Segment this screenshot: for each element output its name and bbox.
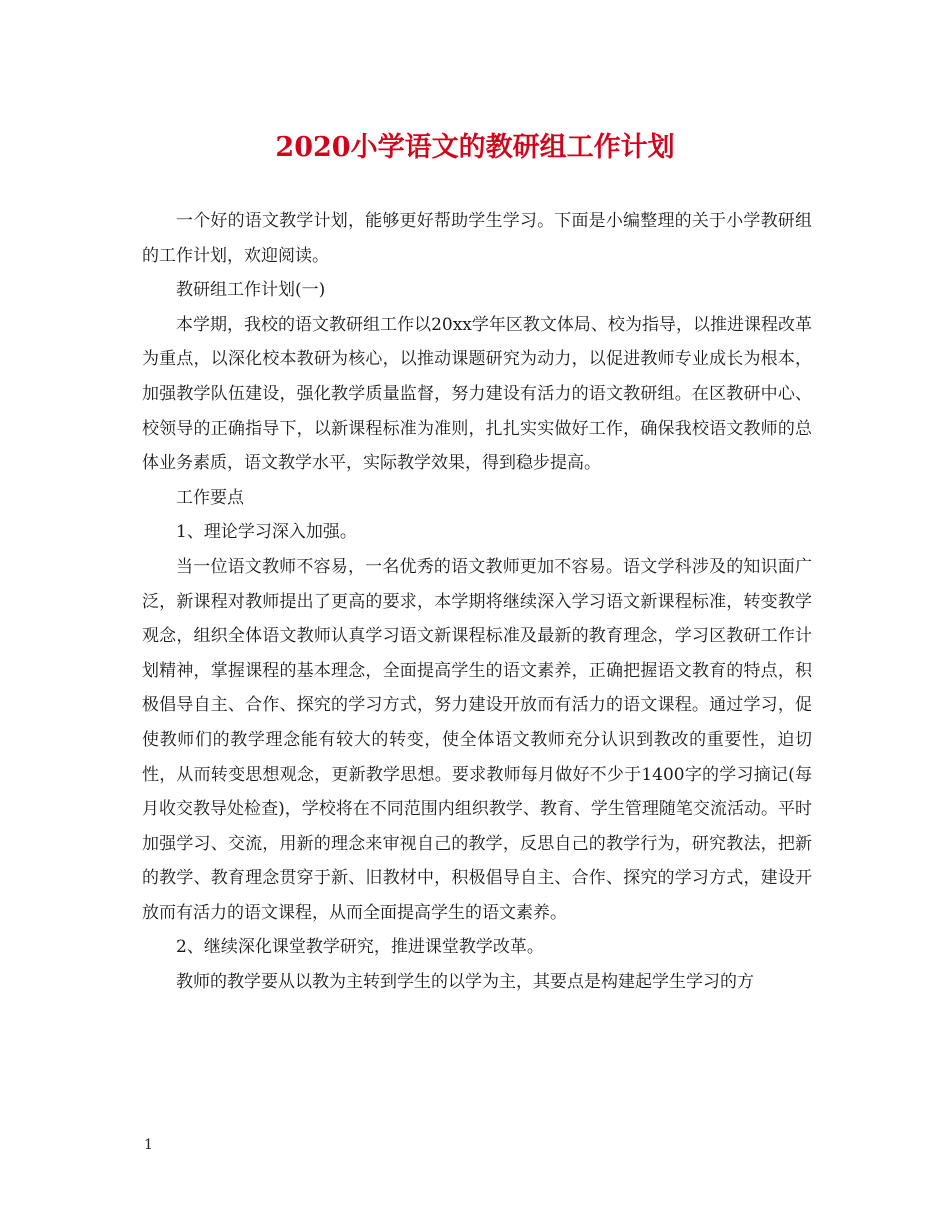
paragraph-theory-study: 当一位语文教师不容易，一名优秀的语文教师更加不容易。语文学科涉及的知识面广泛，新课程对教师提出了更高的要求，本学期将继续深入学习语文新课程标准，转变教学观念，组织全体语文教师认真学习语文新课程标准及最新的教育理念，学习区教研工作计划精神，掌握课程的基本理念，全面提高学生的语文素养，正确把握语文教育的特点，积极倡导自主、合作、探究的学习方式，努力建设开放而有活力的语文课程。通过学习，促使教师们的教学理念能有较大的转变，使全体语文教师充分认识到教改的重要性，迫切性，从而转变思想观念，更新教学思想。要求教师每月做好不少于1400字的学习摘记(每月收交教导处检查)，学校将在不同范围内组织教学、教育、学生管理随笔交流活动。平时加强学习、交流，用新的理念来审视自己的教学，反思自己的教学行为，研究教法，把新的教学、教育理念贯穿于新、旧教材中，积极倡导自主、合作、探究的学习方式，建设开放而有活力的语文课程，从而全面提高学生的语文素养。 [142, 556, 812, 923]
point-heading-1: 1、理论学习深入加强。 [176, 522, 357, 543]
page-number: 1 [144, 1137, 153, 1153]
point-heading-2: 2、继续深化课堂教学研究，推进课堂教学改革。 [176, 937, 544, 958]
section-heading-work-points: 工作要点 [176, 487, 244, 508]
section-heading-plan-one: 教研组工作计划(一) [176, 280, 326, 301]
paragraph-intro: 一个好的语文教学计划，能够更好帮助学生学习。下面是小编整理的关于小学教研组的工作计划，欢迎阅读。 [142, 211, 812, 266]
document-title: 2020小学语文的教研组工作计划 [275, 132, 675, 163]
paragraph-classroom-teaching: 教师的教学要从以教为主转到学生的以学为主，其要点是构建起学生学习的方 [176, 972, 754, 993]
document-body [142, 204, 812, 1000]
paragraph-overview: 本学期，我校的语文教研组工作以20xx学年区教文体局、校为指导，以推进课程改革为重点，以深化校本教研为核心，以推动课题研究为动力，以促进教师专业成长为根本，加强教学队伍建设，强化教学质量监督，努力建设有活力的语文教研组。在区教研中心、校领导的正确指导下，以新课程标准为准则，扎扎实实做好工作，确保我校语文教师的总体业务素质，语文教学水平，实际教学效果，得到稳步提高。 [142, 314, 812, 474]
